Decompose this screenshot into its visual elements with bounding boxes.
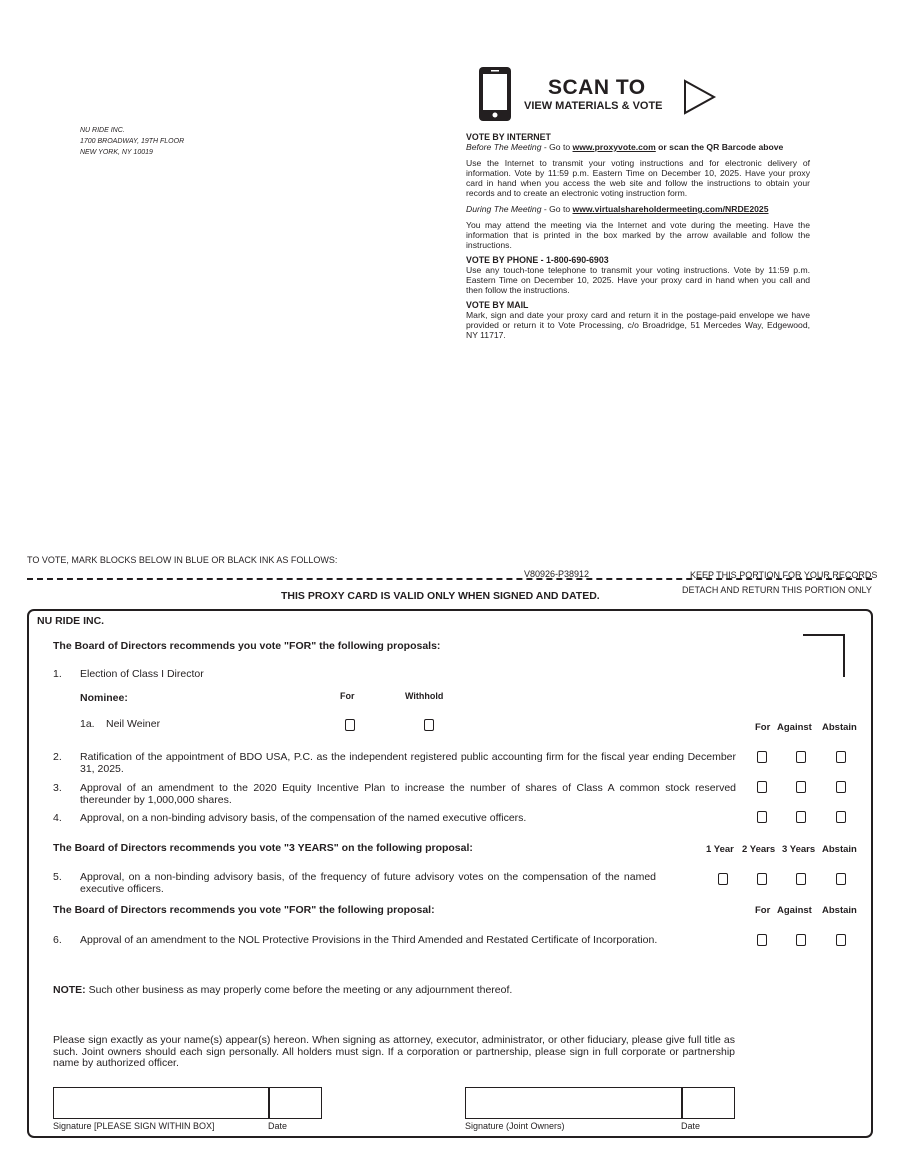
proposal-2-text: Ratification of the appointment of BDO USA, P.C. as the independent registered public accounting firm for the fiscal year ending December 31, 2025. — [80, 751, 736, 775]
internet-heading: VOTE BY INTERNET — [466, 132, 551, 142]
col-for: For — [755, 905, 771, 916]
col-abstain: Abstain — [822, 905, 857, 916]
proposal-3-against-checkbox[interactable] — [796, 781, 806, 793]
proposal-5-number: 5. — [53, 871, 62, 883]
nominee-1a-withhold-checkbox[interactable] — [424, 719, 434, 731]
joint-signature-label: Signature (Joint Owners) — [465, 1121, 565, 1131]
col-abstain: Abstain — [822, 722, 857, 733]
detach-label: DETACH AND RETURN THIS PORTION ONLY — [682, 585, 872, 595]
proxyvote-link[interactable]: www.proxyvote.com — [572, 142, 656, 152]
proposal-3-text: Approval of an amendment to the 2020 Equity Incentive Plan to increase the number of shares of Class A common stock reserved thereunder by 1,000,000 shares. — [80, 782, 736, 806]
recommendation-for: The Board of Directors recommends you vote "FOR" the following proposals: — [53, 640, 441, 652]
nominee-1a-for-checkbox[interactable] — [345, 719, 355, 731]
col-abstain: Abstain — [822, 844, 857, 855]
signature-label: Signature [PLEASE SIGN WITHIN BOX] — [53, 1121, 215, 1131]
joint-date-box[interactable] — [681, 1087, 735, 1119]
date-box[interactable] — [268, 1087, 322, 1119]
proposal-5-1-year-checkbox[interactable] — [718, 873, 728, 885]
phone-icon — [478, 66, 512, 122]
proposal-6-for-checkbox[interactable] — [757, 934, 767, 946]
proposal-1-text: Election of Class I Director — [80, 668, 204, 680]
nominee-1a-name: Neil Weiner — [106, 718, 161, 730]
col-1-year: 1 Year — [706, 844, 734, 855]
mail-heading: VOTE BY MAIL — [466, 300, 529, 310]
before-text: - Go to — [541, 142, 573, 152]
internet-body: Use the Internet to transmit your voting instructions and for electronic delivery of information. Vote by 11:59 p.m. Eastern Time on December 10, 2025. Have your proxy card in hand when you access the web site and follow the instructions to obtain your records and to create an electronic voting instruction form. — [466, 158, 810, 198]
nominee-label: Nominee: — [80, 692, 128, 704]
proposal-4-against-checkbox[interactable] — [796, 811, 806, 823]
proposal-5-abstain-checkbox[interactable] — [836, 873, 846, 885]
before-label: Before The Meeting — [466, 142, 542, 152]
proposal-4-abstain-checkbox[interactable] — [836, 811, 846, 823]
mail-body: Mark, sign and date your proxy card and return it in the postage-paid envelope we have provided or return it to Vote Processing, c/o Broadridge, 51 Mercedes Way, Edgewood, NY 11717. — [466, 310, 810, 340]
company-address — [80, 125, 184, 158]
valid-notice: THIS PROXY CARD IS VALID ONLY WHEN SIGNED AND DATED. — [281, 590, 600, 602]
col-against: Against — [777, 905, 812, 916]
control-code: V80926-P38912 — [524, 569, 590, 579]
scan-subtitle: VIEW MATERIALS & VOTE — [524, 100, 663, 112]
corner-mark — [803, 634, 845, 677]
scan-title: SCAN TO — [548, 76, 646, 99]
recommendation-3-years: The Board of Directors recommends you vote "3 YEARS" on the following proposal: — [53, 842, 473, 854]
proposal-4-number: 4. — [53, 812, 62, 824]
signature-box[interactable] — [53, 1087, 270, 1119]
joint-date-label: Date — [681, 1121, 701, 1131]
during-text: - Go to — [541, 204, 573, 214]
address-city: NEW YORK, NY 10019 — [80, 149, 153, 156]
proposal-2-for-checkbox[interactable] — [757, 751, 767, 763]
signing-instructions: Please sign exactly as your name(s) appear(s) hereon. When signing as attorney, executor, administrator, or other fiduciary, please give full title as such. Joint owners should each sign personally. All holders must sign. If a corporation or partnership, please sign in full corporate or partnership name by authorized officer. — [53, 1034, 735, 1069]
nominee-1a-number: 1a. — [80, 718, 95, 730]
arrow-right-icon — [683, 79, 717, 115]
proposal-5-text: Approval, on a non-binding advisory basis, of the frequency of future advisory votes on the compensation of the named executive officers. — [80, 871, 656, 895]
col-3-years: 3 Years — [782, 844, 816, 855]
note-text: Such other business as may properly come before the meeting or any adjournment thereof. — [85, 984, 513, 996]
col-2-years: 2 Years — [742, 844, 776, 855]
note-label: NOTE: — [53, 984, 86, 996]
virtual-meeting-link[interactable]: www.virtualshareholdermeeting.com/NRDE2025 — [572, 204, 769, 214]
proposal-5-2-years-checkbox[interactable] — [757, 873, 767, 885]
address-company: NU RIDE INC. — [80, 127, 125, 134]
proposal-3-abstain-checkbox[interactable] — [836, 781, 846, 793]
col-for: For — [340, 691, 355, 701]
proposal-4-text: Approval, on a non-binding advisory basis, of the compensation of the named executive officers. — [80, 812, 527, 824]
vote-by-internet — [466, 132, 810, 340]
proposal-4-for-checkbox[interactable] — [757, 811, 767, 823]
address-street: 1700 BROADWAY, 19TH FLOOR — [80, 138, 185, 145]
proposal-2-against-checkbox[interactable] — [796, 751, 806, 763]
col-for: For — [755, 722, 771, 733]
proposal-5-3-years-checkbox[interactable] — [796, 873, 806, 885]
ink-instructions: TO VOTE, MARK BLOCKS BELOW IN BLUE OR BLACK INK AS FOLLOWS: — [27, 555, 338, 565]
during-label: During The Meeting — [466, 204, 542, 214]
proposal-2-number: 2. — [53, 751, 62, 763]
proposal-3-for-checkbox[interactable] — [757, 781, 767, 793]
phone-body: Use any touch-tone telephone to transmit your voting instructions. Vote by 11:59 p.m. Eastern Time on December 10, 2025. Have your proxy card in hand when you call and then follow the instructions. — [466, 265, 810, 295]
note — [53, 984, 512, 996]
phone-heading: VOTE BY PHONE - 1-800-690-6903 — [466, 255, 609, 265]
keep-portion-label: KEEP THIS PORTION FOR YOUR RECORDS — [690, 570, 878, 580]
recommendation-for-2: The Board of Directors recommends you vote "FOR" the following proposal: — [53, 904, 435, 916]
joint-signature-box[interactable] — [465, 1087, 683, 1119]
col-withhold: Withhold — [405, 691, 444, 701]
card-company: NU RIDE INC. — [37, 615, 105, 627]
proposal-6-number: 6. — [53, 934, 62, 946]
proposal-6-text: Approval of an amendment to the NOL Protective Provisions in the Third Amended and Restated Certificate of Incorporation. — [80, 934, 658, 946]
proposal-2-abstain-checkbox[interactable] — [836, 751, 846, 763]
proposal-6-abstain-checkbox[interactable] — [836, 934, 846, 946]
proposal-3-number: 3. — [53, 782, 62, 794]
detach-line — [27, 578, 872, 580]
col-against: Against — [777, 722, 812, 733]
date-label: Date — [268, 1121, 288, 1131]
proposal-1-number: 1. — [53, 668, 62, 680]
during-body: You may attend the meeting via the Internet and vote during the meeting. Have the information that is printed in the box marked by the arrow available and follow the instructions. — [466, 220, 810, 250]
before-tail: or scan the QR Barcode above — [655, 142, 784, 152]
proposal-6-against-checkbox[interactable] — [796, 934, 806, 946]
